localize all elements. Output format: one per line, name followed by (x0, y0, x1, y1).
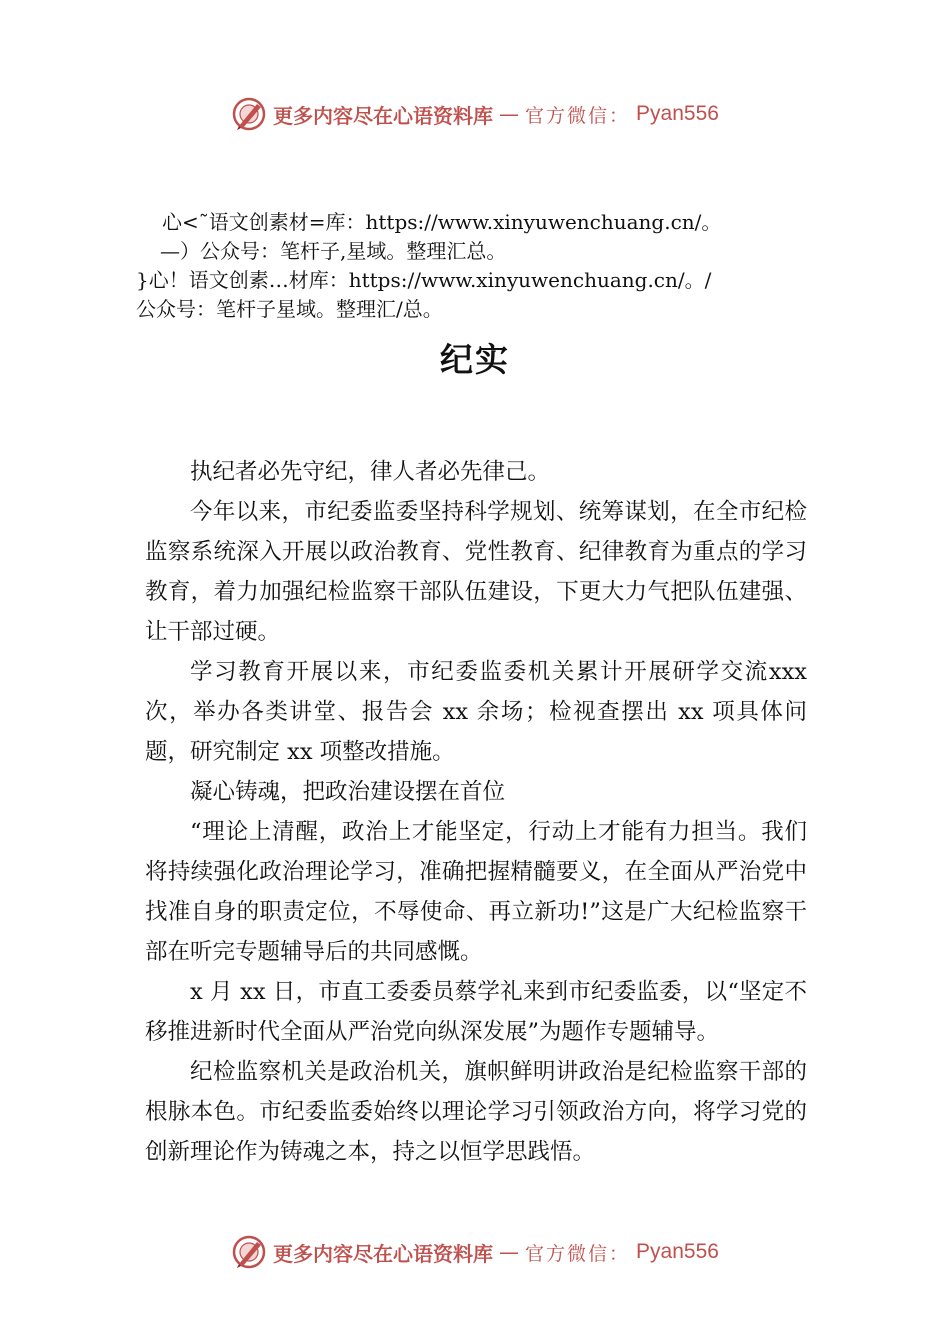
banner-main-text: 更多内容尽在心语资料库 (273, 103, 494, 128)
paragraph: “理论上清醒，政治上才能坚定，行动上才能有力担当。我们将持续强化政治理论学习，准确把握精髓要义，在全面从严治党中找准自身的职责定位，不辱使命、再立新功!”这是广大纪检监察干部在听完专题辅导后的共同感慨。 (145, 819, 807, 965)
watermark-line: 心<˜语文创素材=库：https://www.xinyuwenchuang.cn/。 (162, 210, 722, 234)
banner-dash: — (499, 1240, 520, 1264)
banner-main-text: 更多内容尽在心语资料库 (273, 1241, 494, 1266)
pen-seal-logo-icon (231, 1234, 267, 1270)
pen-seal-logo-icon (231, 96, 267, 132)
watermark-line: 公众号：笔杆子星域。整理汇/总。 (136, 297, 443, 321)
paragraph: 学习教育开展以来，市纪委监委机关累计开展研学交流xxx次，举办各类讲堂、报告会 xx 余场；检视查摆出 xx 项具体问题，研究制定 xx 项整改措施。 (145, 659, 807, 765)
document-body (145, 452, 807, 1172)
banner-dash: — (499, 102, 520, 126)
banner-wechat-id: Pyan556 (636, 1240, 719, 1263)
section-heading: 凝心铸魂，把政治建设摆在首位 (190, 779, 506, 805)
footer-banner (0, 1232, 950, 1272)
header-banner (0, 94, 950, 134)
watermark-line: —）公众号：笔杆子,星域。整理汇总。 (160, 239, 507, 263)
document-title: 纪实 (440, 340, 510, 379)
banner-wechat-label: 官方微信： (525, 1242, 631, 1265)
banner-wechat-label: 官方微信： (525, 104, 631, 127)
watermark-line: }心！语文创素…材库：https://www.xinyuwenchuang.cn/。/ (136, 268, 712, 292)
paragraph: 执纪者必先守纪，律人者必先律己。 (190, 459, 551, 485)
paragraph: 今年以来，市纪委监委坚持科学规划、统筹谋划，在全市纪检监察系统深入开展以政治教育、党性教育、纪律教育为重点的学习教育，着力加强纪检监察干部队伍建设，下更大力气把队伍建强、让干部过硬。 (145, 499, 807, 645)
source-watermark-block (136, 208, 836, 324)
paragraph: x 月 xx 日，市直工委委员蔡学礼来到市纪委监委，以“坚定不移推进新时代全面从严治党向纵深发展”为题作专题辅导。 (145, 979, 807, 1045)
banner-wechat-id: Pyan556 (636, 102, 719, 125)
paragraph: 纪检监察机关是政治机关，旗帜鲜明讲政治是纪检监察干部的根脉本色。市纪委监委始终以理论学习引领政治方向，将学习党的创新理论作为铸魂之本，持之以恒学思践悟。 (145, 1059, 807, 1165)
